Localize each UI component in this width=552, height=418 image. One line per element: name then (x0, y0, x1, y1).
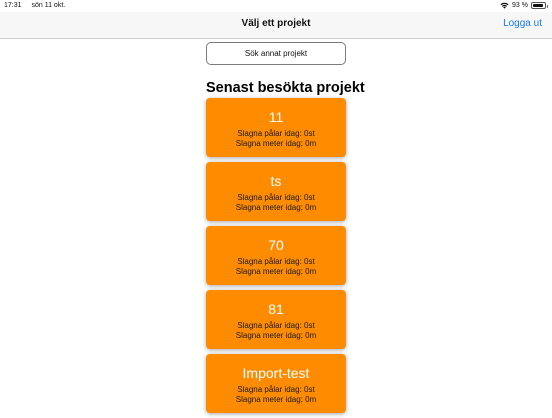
status-time: 17:31 (4, 2, 22, 9)
project-piles-today: Slagna pålar idag: 0st (237, 257, 315, 266)
status-right (500, 2, 546, 9)
status-date: sön 11 okt. (31, 2, 66, 9)
recent-projects-heading: Senast besökta projekt (206, 80, 365, 96)
battery-icon (531, 2, 546, 9)
page-title: Välj ett projekt (241, 18, 311, 29)
search-other-project-button[interactable]: Sök annat projekt (206, 42, 346, 65)
navigation-bar (0, 12, 552, 39)
project-piles-today: Slagna pålar idag: 0st (237, 385, 315, 394)
project-meters-today: Slagna meter idag: 0m (235, 267, 317, 276)
project-card[interactable] (206, 354, 346, 413)
wifi-icon (500, 2, 509, 9)
project-piles-today: Slagna pålar idag: 0st (237, 129, 315, 138)
battery-level-fill (533, 4, 543, 7)
project-meters-today: Slagna meter idag: 0m (235, 139, 317, 148)
battery-percentage: 93 % (512, 2, 528, 9)
project-name: 11 (268, 109, 284, 125)
project-card[interactable] (206, 98, 346, 157)
project-meters-today: Slagna meter idag: 0m (235, 331, 317, 340)
project-name: Import-test (242, 365, 310, 381)
status-left (4, 2, 65, 9)
logout-button[interactable]: Logga ut (503, 18, 542, 29)
project-name: ts (270, 173, 282, 189)
project-piles-today: Slagna pålar idag: 0st (237, 193, 315, 202)
project-card[interactable] (206, 226, 346, 285)
project-meters-today: Slagna meter idag: 0m (235, 395, 317, 404)
project-card[interactable] (206, 162, 346, 221)
project-card[interactable] (206, 290, 346, 349)
recent-projects-list (206, 98, 346, 418)
project-meters-today: Slagna meter idag: 0m (235, 203, 317, 212)
status-bar (0, 0, 552, 12)
project-name: 81 (268, 301, 284, 317)
project-name: 70 (268, 237, 284, 253)
project-piles-today: Slagna pålar idag: 0st (237, 321, 315, 330)
